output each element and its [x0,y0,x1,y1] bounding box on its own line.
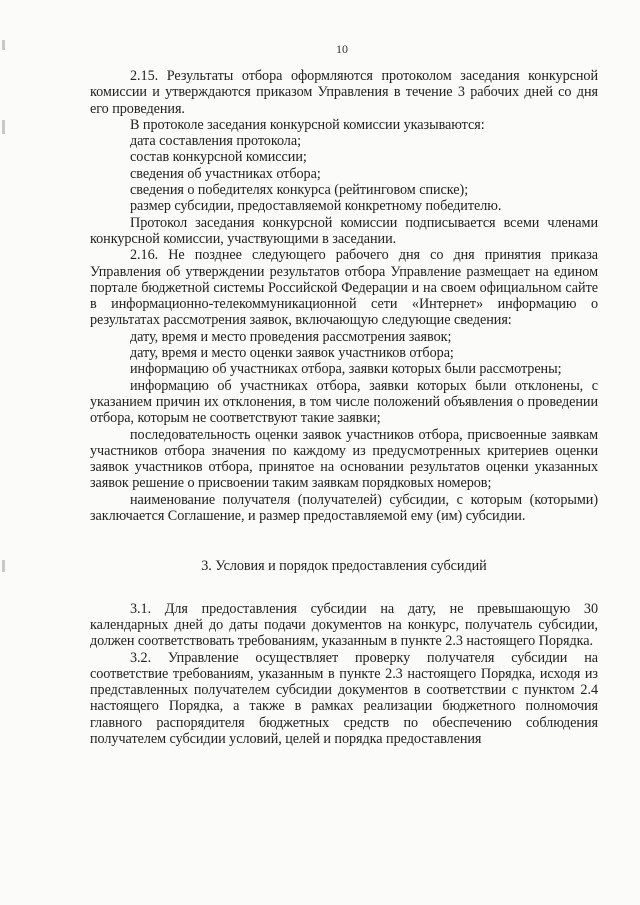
protocol-item: состав конкурсной комиссии; [130,149,307,166]
protocol-intro: В протоколе заседания конкурсной комиссии указываются: [130,116,485,133]
info-item: дату, время и место проведения рассмотрения заявок; [130,328,452,345]
protocol-item: сведения о победителях конкурса (рейтинговом списке); [130,182,469,199]
protocol-signed-paragraph: Протокол заседания конкурсной комиссии подписывается всеми членами конкурсной комиссии, участвующими в заседании. [90,214,598,247]
protocol-item: размер субсидии, предоставляемой конкретному победителю. [130,198,502,215]
paragraph-2-15: 2.15. Результаты отбора оформляются протоколом заседания конкурсной комиссии и утверждаются приказом Управления в течение 3 рабочих дней со дня его проведения. [90,68,598,117]
info-item: последовательность оценки заявок участников отбора, присвоенные заявкам участников отбора значения по каждому из предусмотренных критериев оценки заявок участников отбора, принятое на основании результатов оценки указанных заявок решение о присвоении таким заявкам порядковых номеров; [90,426,598,492]
section-heading: 3. Условия и порядок предоставления субсидий [201,558,487,575]
paragraph-3-1: 3.1. Для предоставления субсидии на дату, не превышающую 30 календарных дней до даты подачи документов на конкурс, получатель субсидии, должен соответствовать требованиям, указанным в пункте 2.3 настоящего Порядка. [90,600,598,650]
scan-edge-mark [2,560,5,572]
info-item: информацию об участниках отбора, заявки которых были рассмотрены; [130,361,562,378]
paragraph-3-2: 3.2. Управление осуществляет проверку получателя субсидии на соответствие требованиям, указанным в пункте 2.3 настоящего Порядка, исходя из представленных получателем субсидии документов в соответствии с пунктом 2.4 настоящего Порядка, а также в рамках реализации бюджетного полномочия главного распорядителя бюджетных средств по обеспечению соблюдения получателем субсидии условий, целей и порядка предоставления [90,649,598,747]
info-item: дату, время и место оценки заявок участников отбора; [130,345,454,362]
document-body [90,68,598,747]
scan-edge-mark [2,120,5,134]
protocol-item: дата составления протокола; [130,133,301,150]
info-item: наименование получателя (получателей) субсидии, с которым (которыми) заключается Соглашение, и размер предоставляемой ему (им) субсидии. [90,491,598,525]
paragraph-2-16: 2.16. Не позднее следующего рабочего дня со дня принятия приказа Управления об утверждении результатов отбора Управление размещает на едином портале бюджетной системы Российской Федерации и на своем официальном сайте в информационно-телекоммуникационной сети «Интернет» информацию о результатах рассмотрения заявок, включающую следующие сведения: [90,247,598,329]
page-number: 10 [336,42,348,56]
scan-edge-mark [2,40,5,50]
protocol-item: сведения об участниках отбора; [130,165,321,182]
info-item: информацию об участниках отбора, заявки которых были отклонены, с указанием причин их отклонения, в том числе положений объявления о проведении отбора, которым не соответствуют такие заявки; [90,377,598,427]
